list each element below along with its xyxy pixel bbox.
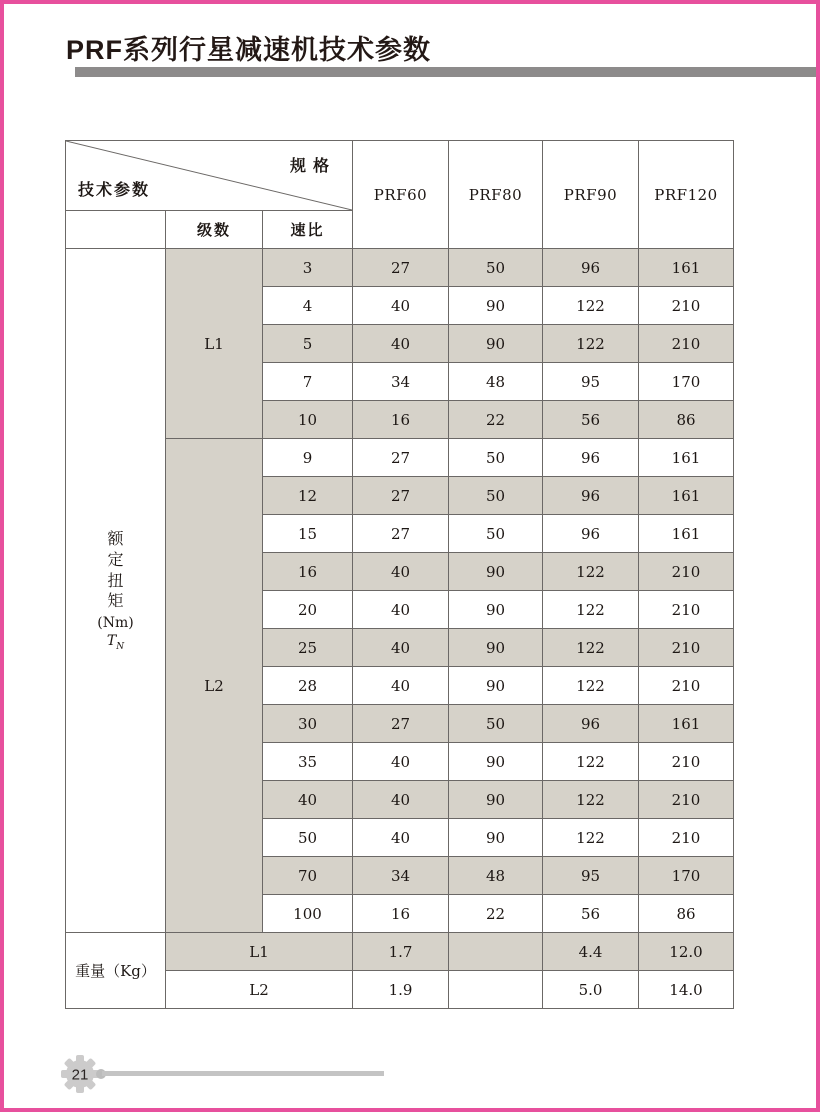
value-cell: 56: [543, 401, 639, 439]
value-cell: 161: [639, 477, 734, 515]
value-cell: 86: [639, 895, 734, 933]
header-row-1: [66, 141, 734, 211]
value-cell: 22: [449, 895, 543, 933]
value-cell: 210: [639, 743, 734, 781]
value-cell: 50: [449, 439, 543, 477]
page-number: 21: [71, 1066, 89, 1084]
value-cell: 40: [353, 819, 449, 857]
value-cell: 40: [353, 667, 449, 705]
ratio-cell: 100: [263, 895, 353, 933]
value-cell: 16: [353, 401, 449, 439]
table-row: [66, 249, 734, 287]
value-cell: 210: [639, 591, 734, 629]
ratio-cell: 12: [263, 477, 353, 515]
value-cell: 122: [543, 553, 639, 591]
torque-unit: (Nm): [97, 615, 134, 632]
value-cell: 122: [543, 287, 639, 325]
value-cell: 161: [639, 705, 734, 743]
value-cell: 40: [353, 591, 449, 629]
value-cell: 48: [449, 363, 543, 401]
value-cell: 40: [353, 325, 449, 363]
weight-row: [66, 971, 734, 1009]
weight-value-cell: 12.0: [639, 933, 734, 971]
weight-value-cell: 5.0: [543, 971, 639, 1009]
header-tech-params-label: 技术参数: [78, 180, 151, 199]
torque-label-cell: [66, 249, 166, 933]
header-empty-cell: [66, 211, 166, 249]
weight-value-cell: 1.7: [353, 933, 449, 971]
value-cell: 86: [639, 401, 734, 439]
weight-value-cell: [449, 971, 543, 1009]
ratio-cell: 5: [263, 325, 353, 363]
spec-table: [65, 140, 734, 1009]
value-cell: 210: [639, 629, 734, 667]
ratio-cell: 25: [263, 629, 353, 667]
value-cell: 90: [449, 325, 543, 363]
torque-vertical-label: 额定扭矩: [107, 529, 124, 611]
weight-value-cell: 4.4: [543, 933, 639, 971]
value-cell: 122: [543, 781, 639, 819]
value-cell: 40: [353, 781, 449, 819]
ratio-cell: 30: [263, 705, 353, 743]
stage-cell: L2: [166, 439, 263, 933]
value-cell: 90: [449, 591, 543, 629]
header-ratio: 速比: [263, 211, 353, 249]
value-cell: 16: [353, 895, 449, 933]
header-corner-cell: [66, 141, 353, 211]
ratio-cell: 28: [263, 667, 353, 705]
header-spec-label: 规格: [289, 156, 336, 175]
value-cell: 34: [353, 857, 449, 895]
value-cell: 122: [543, 667, 639, 705]
value-cell: 161: [639, 249, 734, 287]
table-body: [66, 249, 734, 1009]
ratio-cell: 50: [263, 819, 353, 857]
value-cell: 95: [543, 857, 639, 895]
value-cell: 122: [543, 325, 639, 363]
ratio-cell: 35: [263, 743, 353, 781]
value-cell: 96: [543, 249, 639, 287]
ratio-cell: 7: [263, 363, 353, 401]
ratio-cell: 16: [263, 553, 353, 591]
value-cell: 90: [449, 553, 543, 591]
weight-value-cell: 1.9: [353, 971, 449, 1009]
value-cell: 161: [639, 515, 734, 553]
ratio-cell: 40: [263, 781, 353, 819]
value-cell: 22: [449, 401, 543, 439]
value-cell: 90: [449, 667, 543, 705]
value-cell: 27: [353, 705, 449, 743]
value-cell: 96: [543, 515, 639, 553]
value-cell: 210: [639, 553, 734, 591]
weight-label-cell: 重量（Kg）: [66, 933, 166, 1009]
torque-symbol-letter: T: [106, 633, 117, 650]
value-cell: 27: [353, 515, 449, 553]
ratio-cell: 10: [263, 401, 353, 439]
value-cell: 90: [449, 819, 543, 857]
ratio-cell: 20: [263, 591, 353, 629]
value-cell: 170: [639, 857, 734, 895]
value-cell: 27: [353, 249, 449, 287]
value-cell: 95: [543, 363, 639, 401]
ratio-cell: 15: [263, 515, 353, 553]
col-header-prf80: PRF80: [449, 141, 543, 249]
header-stage: 级数: [166, 211, 263, 249]
value-cell: 210: [639, 667, 734, 705]
value-cell: 50: [449, 477, 543, 515]
value-cell: 56: [543, 895, 639, 933]
value-cell: 40: [353, 629, 449, 667]
value-cell: 170: [639, 363, 734, 401]
value-cell: 90: [449, 781, 543, 819]
value-cell: 122: [543, 743, 639, 781]
value-cell: 48: [449, 857, 543, 895]
value-cell: 34: [353, 363, 449, 401]
page-title: PRF系列行星减速机技术参数: [66, 35, 431, 65]
value-cell: 122: [543, 591, 639, 629]
footer-rule-line: [102, 1071, 384, 1076]
col-header-prf90: PRF90: [543, 141, 639, 249]
value-cell: 210: [639, 781, 734, 819]
weight-value-cell: [449, 933, 543, 971]
value-cell: 50: [449, 515, 543, 553]
value-cell: 40: [353, 287, 449, 325]
value-cell: 50: [449, 705, 543, 743]
value-cell: 96: [543, 477, 639, 515]
value-cell: 96: [543, 439, 639, 477]
weight-stage-cell: L2: [166, 971, 353, 1009]
value-cell: 161: [639, 439, 734, 477]
col-header-prf120: PRF120: [639, 141, 734, 249]
stage-cell: L1: [166, 249, 263, 439]
weight-value-cell: 14.0: [639, 971, 734, 1009]
value-cell: 90: [449, 743, 543, 781]
value-cell: 27: [353, 477, 449, 515]
value-cell: 210: [639, 325, 734, 363]
title-underline-bar: [75, 67, 816, 77]
value-cell: 40: [353, 743, 449, 781]
value-cell: 90: [449, 287, 543, 325]
ratio-cell: 3: [263, 249, 353, 287]
torque-symbol: [66, 633, 165, 652]
value-cell: 122: [543, 819, 639, 857]
torque-symbol-subscript: N: [116, 641, 125, 652]
col-header-prf60: PRF60: [353, 141, 449, 249]
value-cell: 90: [449, 629, 543, 667]
value-cell: 40: [353, 553, 449, 591]
ratio-cell: 4: [263, 287, 353, 325]
value-cell: 27: [353, 439, 449, 477]
ratio-cell: 70: [263, 857, 353, 895]
value-cell: 122: [543, 629, 639, 667]
page-number-badge: [60, 1054, 100, 1094]
ratio-cell: 9: [263, 439, 353, 477]
value-cell: 210: [639, 819, 734, 857]
table-row: [66, 439, 734, 477]
value-cell: 210: [639, 287, 734, 325]
weight-stage-cell: L1: [166, 933, 353, 971]
weight-row: [66, 933, 734, 971]
value-cell: 50: [449, 249, 543, 287]
value-cell: 96: [543, 705, 639, 743]
